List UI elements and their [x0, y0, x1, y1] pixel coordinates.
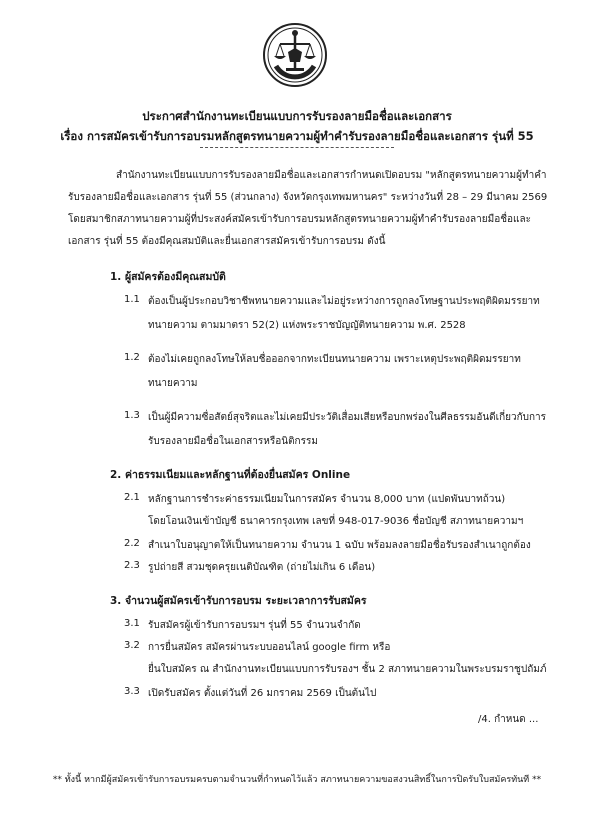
announcement-title: ประกาศสำนักงานทะเบียนแบบการรับรองลายมือชื่อและเอกสาร [142, 109, 452, 123]
item-text: การยื่นสมัคร สมัครผ่านระบบออนไลน์ google firm หรือ [148, 642, 391, 653]
intro-line: รับรองลายมือชื่อและเอกสาร รุ่นที่ 55 (ส่วนกลาง) จังหวัดกรุงเทพมหานคร" ระหว่างวันที่ 28 – 29 มีนาคม 2569 [68, 192, 548, 203]
item-text: ต้องเป็นผู้ประกอบวิชาชีพทนายความและไม่อยู่ระหว่างการถูกลงโทษฐานประพฤติผิดมรรยาท [148, 296, 540, 307]
item-number: 2.2 [124, 538, 140, 549]
item-number: 2.3 [124, 560, 140, 571]
item-number: 2.1 [124, 492, 140, 503]
item-text: รูปถ่ายสี สวมชุดครุยเนติบัณฑิต (ถ่ายไม่เกิน 6 เดือน) [148, 562, 376, 573]
intro-paragraph [68, 165, 548, 253]
item-text: ต้องไม่เคยถูกลงโทษให้ลบชื่อออกจากทะเบียนทนายความ เพราะเหตุประพฤติผิดมรรยาท [148, 354, 521, 365]
intro-line: สำนักงานทะเบียนแบบการรับรองลายมือชื่อและเอกสารกำหนดเปิดอบรม "หลักสูตรทนายความผู้ทำคำ [116, 170, 547, 181]
intro-line: โดยสมาชิกสภาทนายความผู้ที่ประสงค์สมัครเข้ารับการอบรมหลักสูตรทนายความผู้ทำคำรับรองลายมือชื่อและ [68, 214, 531, 225]
item-number: 1.2 [124, 352, 140, 363]
intro-line: เอกสาร รุ่นที่ 55 ต้องมีคุณสมบัติและยื่นเอกสารสมัครเข้ารับการอบรม ดังนี้ [68, 236, 386, 247]
item-text: หลักฐานการชำระค่าธรรมเนียมในการสมัคร จำนวน 8,000 บาท (แปดพันบาทถ้วน) [148, 494, 506, 505]
item-text-continued: รับรองลายมือชื่อในเอกสารหรือนิติกรรม [148, 436, 318, 447]
item-number: 3.3 [124, 686, 140, 697]
continued-next-page: /4. กำหนด ... [478, 714, 539, 725]
item-text: เปิดรับสมัคร ตั้งแต่วันที่ 26 มกราคม 2569 เป็นต้นไป [148, 688, 377, 699]
item-number: 1.1 [124, 294, 140, 305]
section-heading: 3. จำนวนผู้สมัครเข้ารับการอบรม ระยะเวลาการรับสมัคร [110, 595, 367, 607]
item-text-continued: ทนายความ ตามมาตรา 52(2) แห่งพระราชบัญญัติทนายความ พ.ศ. 2528 [148, 320, 466, 331]
title-divider [200, 147, 394, 148]
item-text-continued: ทนายความ [148, 378, 198, 389]
item-number: 1.3 [124, 410, 140, 421]
item-text: รับสมัครผู้เข้ารับการอบรมฯ รุ่นที่ 55 จำนวนจำกัด [148, 620, 361, 631]
section-heading: 2. ค่าธรรมเนียมและหลักฐานที่ต้องยื่นสมัคร Online [110, 469, 351, 481]
section-heading: 1. ผู้สมัครต้องมีคุณสมบัติ [110, 271, 226, 283]
item-number: 3.1 [124, 618, 140, 629]
item-text: เป็นผู้มีความซื่อสัตย์สุจริตและไม่เคยมีประวัติเสื่อมเสียหรือบกพร่องในศีลธรรมอันดีเกี่ยวกับการ [148, 412, 547, 423]
announcement-subject: เรื่อง การสมัครเข้ารับการอบรมหลักสูตรทนายความผู้ทำคำรับรองลายมือชื่อและเอกสาร รุ่นที่ 55 [60, 129, 534, 143]
footnote: ** ทั้งนี้ หากมีผู้สมัครเข้ารับการอบรมครบตามจำนวนที่กำหนดไว้แล้ว สภาทนายความขอสงวนสิทธิ์ในการปิดรับใบสมัครทันที ** [52, 775, 542, 785]
item-number: 3.2 [124, 640, 140, 651]
lawyers-council-seal-icon [262, 22, 328, 88]
item-text-continued: ยื่นใบสมัคร ณ สำนักงานทะเบียนแบบการรับรองฯ ชั้น 2 สภาทนายความในพระบรมราชูปถัมภ์ [148, 664, 547, 675]
item-text-continued: โดยโอนเงินเข้าบัญชี ธนาคารกรุงเทพ เลขที่ 948-017-9036 ชื่อบัญชี สภาทนายความฯ [148, 516, 524, 527]
item-text: สำเนาใบอนุญาตให้เป็นทนายความ จำนวน 1 ฉบับ พร้อมลงลายมือชื่อรับรองสำเนาถูกต้อง [148, 540, 531, 551]
